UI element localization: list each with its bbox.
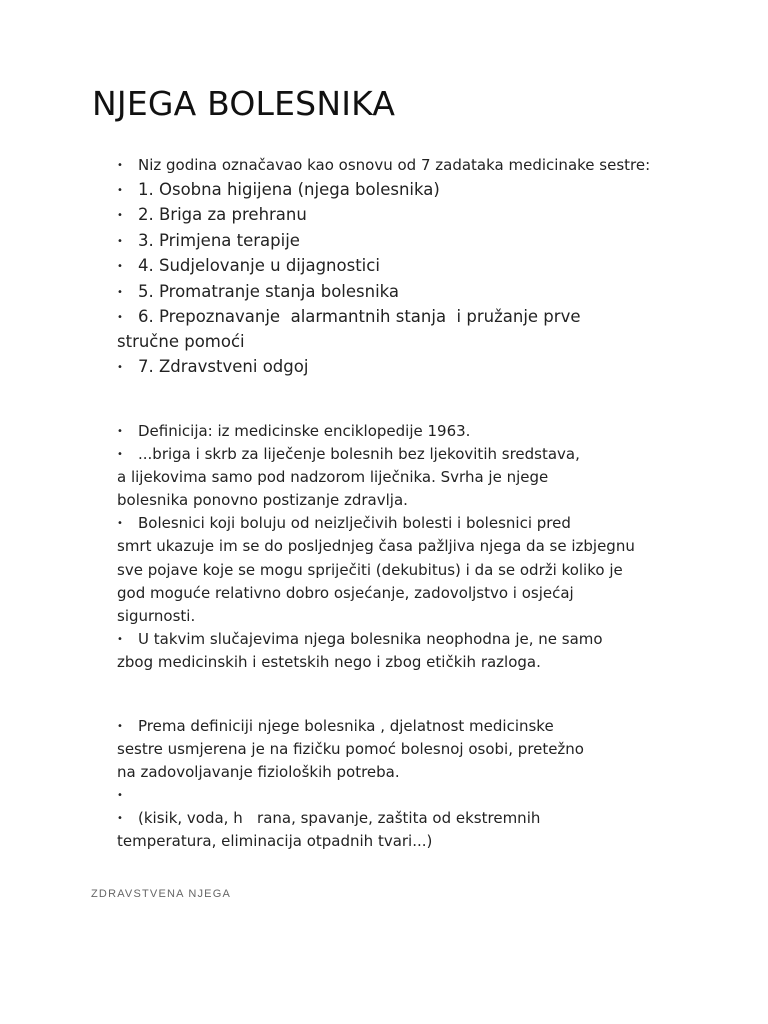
bullet: • [117, 721, 123, 732]
list-item-text: zbog medicinskih i estetskih nego i zbog etičkih razloga. [117, 652, 541, 671]
bullet: • [117, 426, 123, 437]
list-item-continuation [117, 535, 717, 558]
list-item-continuation [117, 605, 717, 628]
list-item [117, 254, 717, 279]
list-item [117, 784, 717, 807]
list-item-continuation [117, 830, 717, 853]
list-item [117, 807, 717, 830]
list-item-text: stručne pomoći [117, 332, 245, 352]
list-item-continuation [117, 761, 717, 784]
list-item-text: na zadovoljavanje fizioloških potreba. [117, 763, 400, 782]
bullet: • [117, 261, 123, 273]
list-item-continuation [117, 489, 717, 512]
list-item [117, 512, 717, 535]
list-item-text: bolesnika ponovno postizanje zdravlja. [117, 491, 408, 510]
list-item-text: 4. Sudjelovanje u dijagnostici [138, 256, 380, 276]
list-item-text: temperatura, eliminacija otpadnih tvari...) [117, 832, 433, 851]
list-item [117, 305, 717, 330]
list-item-continuation [117, 582, 717, 605]
tasks-list [117, 153, 717, 380]
list-item-text: god moguće relativno dobro osjećanje, zadovoljstvo i osjećaj [117, 583, 574, 602]
list-item-text: sigurnosti. [117, 606, 196, 625]
list-item-text: 5. Promatranje stanja bolesnika [138, 281, 400, 301]
bullet: • [117, 518, 123, 530]
list-item-text: 1. Osobna higijena (njega bolesnika) [138, 180, 440, 199]
bullet: • [117, 449, 123, 461]
list-item-text: smrt ukazuje im se do posljednjeg časa pažljiva njega da se izbjegnu [117, 537, 635, 556]
list-item [117, 280, 717, 305]
bullet: • [117, 185, 123, 196]
list-item [117, 628, 717, 651]
list-item-text: 6. Prepoznavanje alarmantnih stanja i pružanje prve [138, 307, 581, 327]
list-item [117, 203, 717, 228]
list-item-text: ...briga i skrb za liječenje bolesnih bez ljekovitih sredstava, [138, 445, 580, 464]
nursing-definition-list [117, 715, 717, 854]
list-item [117, 153, 717, 178]
list-item-text: 7. Zdravstveni odgoj [138, 356, 309, 376]
list-item-text: a lijekovima samo pod nadzorom liječnika. Svrha je njege [117, 468, 549, 487]
list-item [117, 178, 717, 203]
bullet: • [117, 790, 123, 802]
definition-list [117, 420, 717, 674]
list-item-continuation [117, 330, 717, 354]
bullet: • [117, 286, 123, 298]
list-item [117, 443, 717, 466]
list-item-continuation [117, 559, 717, 582]
bullet: • [117, 235, 123, 247]
list-item-text: sve pojave koje se mogu spriječiti (dekubitus) i da se održi koliko je [117, 560, 623, 579]
bullet: • [117, 361, 123, 373]
list-item [117, 355, 717, 380]
page-footer: ZDRAVSTVENA NJEGA [91, 888, 231, 900]
list-item-text: Bolesnici koji boluju od neizlječivih bolesti i bolesnici pred [138, 514, 571, 533]
list-item [117, 715, 717, 738]
page-title: NJEGA BOLESNIKA [92, 84, 396, 123]
list-item-text: 2. Briga za prehranu [138, 205, 307, 225]
list-item-text: U takvim slučajevima njega bolesnika neophodna je, ne samo [138, 629, 603, 648]
list-item-continuation [117, 738, 717, 761]
list-item-text: Definicija: iz medicinske enciklopedije 1963. [138, 422, 471, 440]
bullet: • [117, 210, 123, 222]
list-item [117, 229, 717, 254]
list-item-text: 3. Primjena terapije [138, 230, 300, 250]
bullet: • [117, 813, 123, 825]
list-item-text: Prema definiciji njege bolesnika , djelatnost medicinske [138, 717, 554, 735]
list-item [117, 420, 717, 443]
bullet: • [117, 312, 123, 324]
list-item-continuation [117, 651, 717, 674]
list-item-text: sestre usmjerena je na fizičku pomoć bolesnoj osobi, pretežno [117, 740, 584, 759]
list-item-text: Niz godina označavao kao osnovu od 7 zadataka medicinake sestre: [138, 156, 651, 174]
list-item-continuation [117, 466, 717, 489]
bullet: • [117, 160, 123, 171]
bullet: • [117, 633, 123, 645]
list-item-text: (kisik, voda, h rana, spavanje, zaštita od ekstremnih [138, 809, 541, 828]
